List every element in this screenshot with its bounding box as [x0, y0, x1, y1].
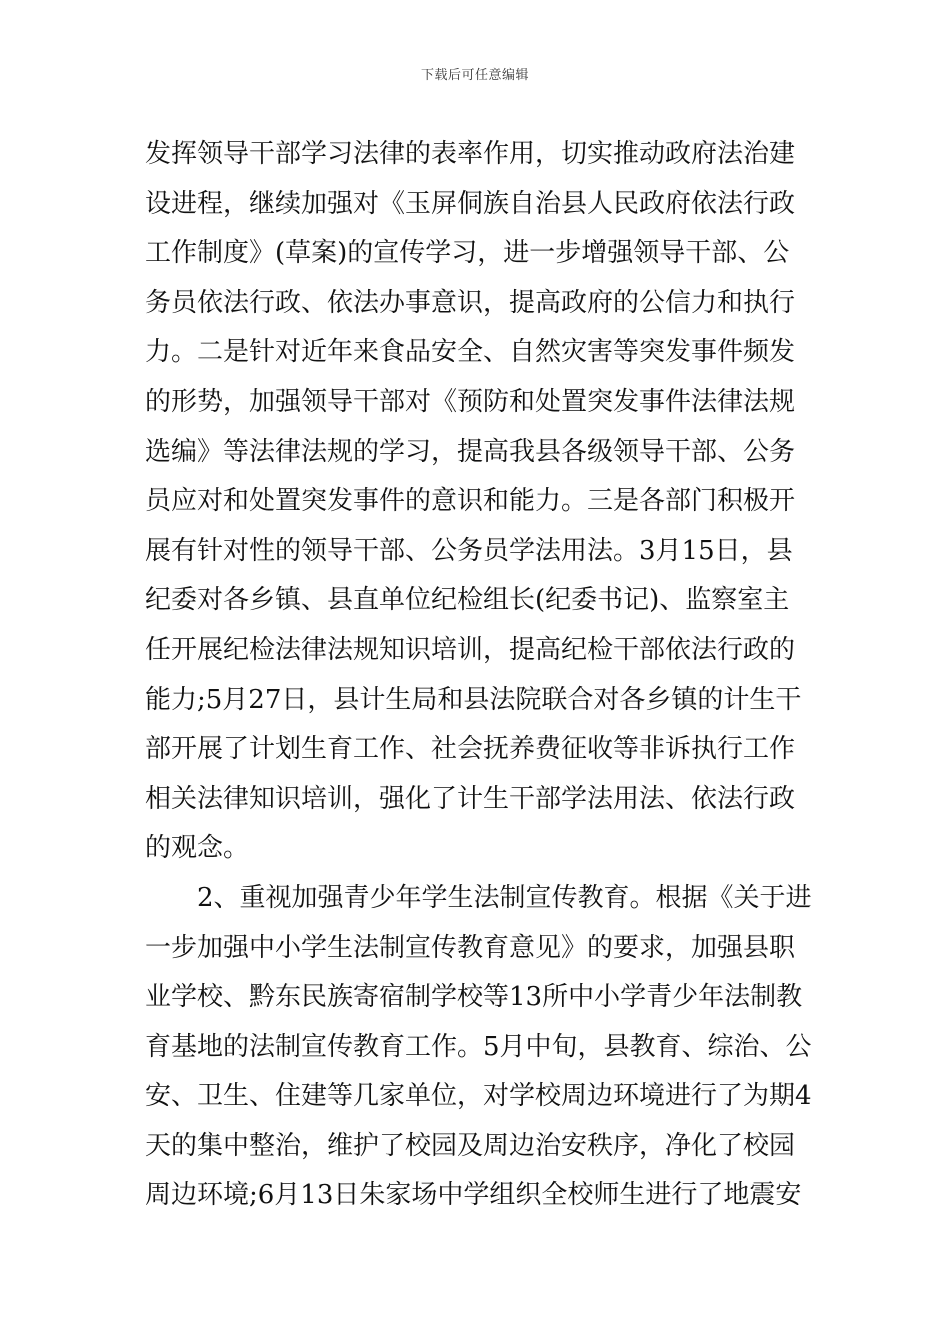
text-line: 设进程，继续加强对《玉屏侗族自治县人民政府依法行政 — [145, 188, 796, 219]
text-line: 纪委对各乡镇、县直单位纪检组长(纪委书记)、监察室主 — [145, 585, 790, 616]
text-line: 周边环境;6月13日朱家场中学组织全校师生进行了地震安 — [145, 1180, 802, 1211]
text-line: 相关法律知识培训，强化了计生干部学法用法、依法行政 — [145, 783, 796, 814]
text-line: 选编》等法律法规的学习，提高我县各级领导干部、公务 — [145, 436, 796, 467]
text-line: 安、卫生、住建等几家单位，对学校周边环境进行了为期4 — [145, 1081, 812, 1112]
page-header: 下载后可任意编辑 — [420, 68, 529, 83]
text-line: 天的集中整治，维护了校园及周边治安秩序，净化了校园 — [145, 1130, 796, 1161]
text-line: 发挥领导干部学习法律的表率作用，切实推动政府法治建 — [145, 139, 796, 169]
document-body — [145, 130, 810, 1221]
text-line: 任开展纪检法律法规知识培训，提高纪检干部依法行政的 — [145, 634, 796, 665]
text-line: 员应对和处置突发事件的意识和能力。三是各部门积极开 — [145, 486, 796, 517]
text-line: 展有针对性的领导干部、公务员学法用法。3月15日，县 — [145, 535, 793, 566]
text-line: 一步加强中小学生法制宣传教育意见》的要求，加强县职 — [145, 932, 796, 963]
text-line: 工作制度》(草案)的宣传学习，进一步增强领导干部、公 — [145, 238, 790, 269]
text-line: 的形势，加强领导干部对《预防和处置突发事件法律法规 — [145, 386, 796, 417]
text-line: 业学校、黔东民族寄宿制学校等13所中小学青少年法制教 — [145, 982, 803, 1013]
paragraph-start-line: 2、重视加强青少年学生法制宣传教育。根据《关于进 — [197, 882, 812, 913]
text-line: 能力;5月27日，县计生局和县法院联合对各乡镇的计生干 — [145, 684, 802, 715]
text-line: 力。二是针对近年来食品安全、自然灾害等突发事件频发 — [145, 337, 796, 368]
text-line: 务员依法行政、依法办事意识，提高政府的公信力和执行 — [145, 287, 796, 318]
text-line: 育基地的法制宣传教育工作。5月中旬，县教育、综治、公 — [145, 1031, 812, 1062]
text-line: 的观念。 — [145, 833, 250, 864]
text-line: 部开展了计划生育工作、社会抚养费征收等非诉执行工作 — [145, 734, 796, 765]
